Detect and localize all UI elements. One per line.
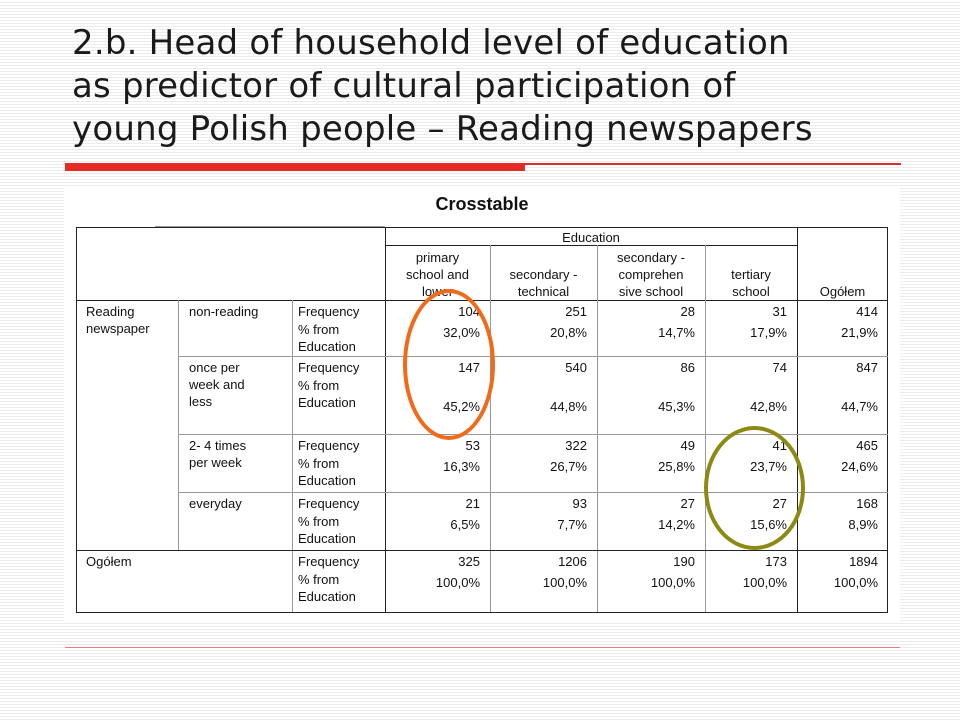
stat-label-percent: % from Education (298, 456, 356, 488)
total-row-label: Ogółem (86, 554, 132, 569)
frequency-value: 49 (680, 438, 695, 453)
category-label: 2- 4 times per week (189, 438, 247, 470)
frequency-value: 147 (458, 360, 480, 375)
frequency-value: 168 (856, 496, 878, 511)
total-percent-value: 100,0% (833, 575, 878, 590)
frequency-value: 104 (458, 304, 480, 319)
percent-value: 44,7% (841, 399, 878, 414)
category-label: once per week and less (189, 360, 245, 409)
frequency-value: 41 (772, 438, 787, 453)
crosstable-caption: Crosstable (435, 194, 529, 214)
title-line: as predictor of cultural participation of (72, 66, 736, 106)
title-line: 2.b. Head of household level of education (72, 23, 790, 63)
percent-value: 26,7% (550, 459, 587, 474)
percent-value: 14,7% (658, 325, 695, 340)
footer-rule (65, 647, 900, 648)
percent-value: 8,9% (848, 517, 878, 532)
column-header: tertiary school (731, 267, 771, 299)
column-header: secondary - comprehen sive school (617, 250, 685, 299)
table-left-border (76, 227, 77, 613)
table-rule (155, 226, 385, 227)
percent-value: 21,9% (841, 325, 878, 340)
education-group-header: Education (562, 230, 620, 245)
percent-value: 25,8% (658, 459, 695, 474)
frequency-value: 414 (856, 304, 878, 319)
percent-value: 24,6% (841, 459, 878, 474)
tertiary-column-highlight-ring (704, 426, 805, 550)
frequency-value: 847 (856, 360, 878, 375)
percent-value: 45,3% (658, 399, 695, 414)
stat-label-frequency: Frequency (298, 304, 360, 319)
percent-value: 16,3% (443, 459, 480, 474)
stat-label-frequency: Frequency (298, 360, 360, 375)
stat-label-frequency: Frequency (298, 554, 360, 569)
table-bottom-border (76, 612, 888, 613)
total-frequency-value: 325 (458, 554, 480, 569)
percent-value: 6,5% (450, 517, 480, 532)
total-frequency-value: 190 (673, 554, 695, 569)
percent-value: 44,8% (550, 399, 587, 414)
frequency-value: 27 (772, 496, 787, 511)
total-row-rule (76, 550, 888, 551)
column-header: primary school and lower (406, 250, 469, 299)
total-percent-value: 100,0% (542, 575, 587, 590)
frequency-value: 74 (772, 360, 787, 375)
category-column-rule (178, 300, 179, 550)
percent-value: 14,2% (658, 517, 695, 532)
frequency-value: 322 (565, 438, 587, 453)
stat-label-frequency: Frequency (298, 438, 360, 453)
percent-value: 42,8% (750, 399, 787, 414)
stat-label-frequency: Frequency (298, 496, 360, 511)
stat-label-percent: % from Education (298, 514, 356, 546)
frequency-value: 86 (680, 360, 695, 375)
column-header: Ogółem (819, 284, 866, 299)
frequency-value: 21 (465, 496, 480, 511)
percent-value: 32,0% (443, 325, 480, 340)
total-percent-value: 100,0% (435, 575, 480, 590)
total-frequency-value: 173 (765, 554, 787, 569)
total-percent-value: 100,0% (742, 575, 787, 590)
table-top-border (76, 227, 888, 228)
percent-value: 17,9% (750, 325, 787, 340)
frequency-value: 465 (856, 438, 878, 453)
total-frequency-value: 1206 (558, 554, 587, 569)
slide-title (72, 22, 932, 151)
frequency-value: 93 (572, 496, 587, 511)
percent-value: 7,7% (557, 517, 587, 532)
frequency-value: 540 (565, 360, 587, 375)
stat-label-percent: % from Education (298, 378, 356, 410)
header-bottom-rule (76, 300, 888, 301)
percent-value: 15,6% (750, 517, 787, 532)
stat-label-percent: % from Education (298, 572, 356, 604)
title-line: young Polish people – Reading newspapers (72, 109, 813, 149)
primary-column-highlight-ring (403, 289, 495, 440)
row-variable-label: Reading newspaper (86, 304, 150, 336)
category-label: non-reading (189, 304, 259, 319)
frequency-value: 31 (772, 304, 787, 319)
row-rule (178, 356, 888, 357)
stat-column-rule (292, 300, 293, 612)
frequency-value: 53 (465, 438, 480, 453)
total-percent-value: 100,0% (650, 575, 695, 590)
percent-value: 23,7% (750, 459, 787, 474)
stat-label-percent: % from Education (298, 322, 356, 354)
total-frequency-value: 1894 (849, 554, 878, 569)
title-underline-accent (65, 163, 525, 171)
column-header: secondary - technical (509, 267, 578, 299)
percent-value: 45,2% (443, 399, 480, 414)
percent-value: 20,8% (550, 325, 587, 340)
frequency-value: 27 (680, 496, 695, 511)
category-label: everyday (189, 496, 242, 511)
frequency-value: 28 (680, 304, 695, 319)
frequency-value: 251 (565, 304, 587, 319)
title-underline-rule (525, 163, 901, 165)
